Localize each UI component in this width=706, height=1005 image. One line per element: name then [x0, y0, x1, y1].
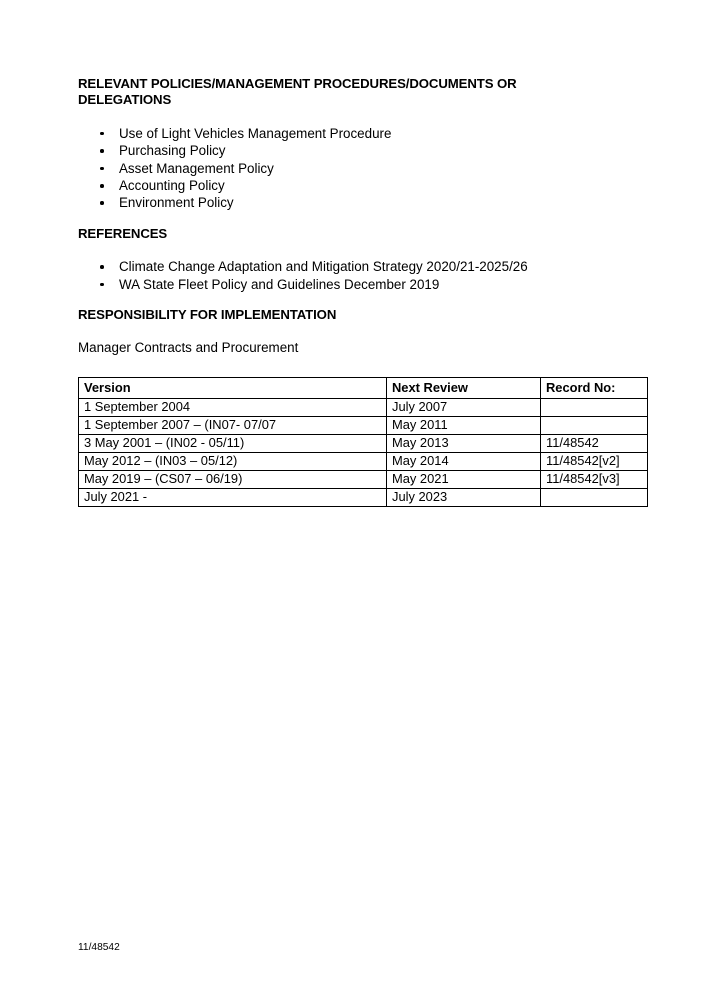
list-item	[78, 142, 634, 159]
bullet-icon	[100, 132, 104, 136]
cell-version: May 2012 – (IN03 – 05/12)	[79, 452, 387, 470]
list-item-label: WA State Fleet Policy and Guidelines December 2019	[119, 276, 440, 292]
cell-version: 1 September 2004	[79, 398, 387, 416]
column-header-record-no: Record No:	[541, 377, 648, 398]
section-heading-references: REFERENCES	[78, 225, 168, 241]
cell-record-no: 11/48542[v2]	[541, 452, 648, 470]
list-item	[78, 160, 634, 177]
references-list	[78, 258, 634, 293]
version-history-table	[78, 377, 648, 507]
spacer	[78, 323, 634, 339]
cell-next-review: May 2011	[387, 416, 541, 434]
table-header-row	[79, 377, 648, 398]
spacer	[78, 212, 634, 226]
list-item	[78, 194, 634, 211]
spacer	[78, 109, 634, 125]
spacer	[78, 357, 634, 377]
cell-record-no	[541, 398, 648, 416]
bullet-icon	[100, 265, 104, 269]
bullet-icon	[100, 149, 104, 153]
cell-next-review: May 2014	[387, 452, 541, 470]
responsibility-owner: Manager Contracts and Procurement	[78, 340, 299, 356]
bullet-icon	[100, 283, 104, 287]
table-row	[79, 452, 648, 470]
cell-version: 3 May 2001 – (IN02 - 05/11)	[79, 434, 387, 452]
list-item	[78, 258, 634, 275]
table-row	[79, 434, 648, 452]
document-body	[78, 76, 634, 507]
cell-next-review: May 2021	[387, 470, 541, 488]
cell-version: July 2021 -	[79, 488, 387, 506]
list-item-label: Climate Change Adaptation and Mitigation Strategy 2020/21-2025/26	[119, 259, 528, 275]
bullet-icon	[100, 201, 104, 205]
column-header-next-review: Next Review	[387, 377, 541, 398]
list-item	[78, 276, 634, 293]
list-item-label: Purchasing Policy	[119, 143, 226, 159]
cell-next-review: July 2023	[387, 488, 541, 506]
list-item	[78, 177, 634, 194]
cell-record-no: 11/48542[v3]	[541, 470, 648, 488]
table-row	[79, 470, 648, 488]
spacer	[78, 242, 634, 258]
cell-record-no: 11/48542	[541, 434, 648, 452]
list-item-label: Accounting Policy	[119, 178, 225, 194]
bullet-icon	[100, 167, 104, 171]
list-item-label: Environment Policy	[119, 195, 234, 211]
section-heading-relevant-policies: RELEVANT POLICIES/MANAGEMENT PROCEDURES/DOCUMENTS OR DELEGATIONS	[78, 76, 517, 108]
cell-version: May 2019 – (CS07 – 06/19)	[79, 470, 387, 488]
list-item-label: Use of Light Vehicles Management Procedure	[119, 125, 392, 141]
section-heading-responsibility: RESPONSIBILITY FOR IMPLEMENTATION	[78, 307, 337, 323]
cell-record-no	[541, 416, 648, 434]
cell-next-review: May 2013	[387, 434, 541, 452]
page-footer-record-no: 11/48542	[78, 942, 120, 953]
cell-record-no	[541, 488, 648, 506]
cell-version: 1 September 2007 – (IN07- 07/07	[79, 416, 387, 434]
relevant-policies-list	[78, 125, 634, 212]
table-row	[79, 488, 648, 506]
spacer	[78, 293, 634, 307]
cell-next-review: July 2007	[387, 398, 541, 416]
list-item-label: Asset Management Policy	[119, 160, 274, 176]
table-row	[79, 398, 648, 416]
list-item	[78, 125, 634, 142]
table-row	[79, 416, 648, 434]
column-header-version: Version	[79, 377, 387, 398]
bullet-icon	[100, 184, 104, 188]
